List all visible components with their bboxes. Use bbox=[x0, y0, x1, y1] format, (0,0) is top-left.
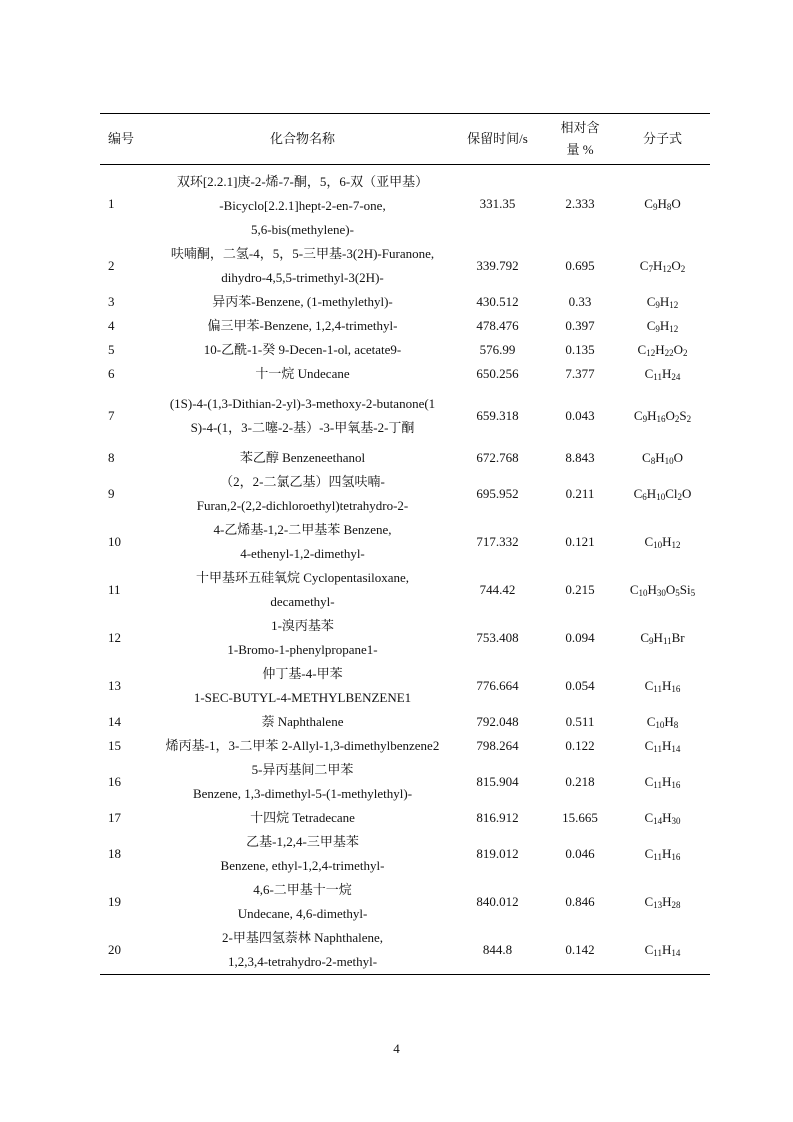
formula-subscript: 16 bbox=[656, 414, 666, 424]
relative-content: 0.054 bbox=[565, 678, 595, 693]
compound-name-line: 萘 Naphthalene bbox=[261, 714, 344, 729]
compound-name-line: 5,6-bis(methylene)- bbox=[251, 222, 354, 237]
formula-subscript: 11 bbox=[653, 948, 662, 958]
formula-subscript: 16 bbox=[671, 852, 681, 862]
header-relative-content bbox=[545, 114, 615, 165]
formula-element: H bbox=[647, 582, 657, 597]
retention-time: 717.332 bbox=[476, 534, 519, 549]
table-row bbox=[100, 878, 710, 926]
formula-element: C bbox=[644, 678, 654, 693]
formula-subscript: 14 bbox=[671, 948, 681, 958]
formula-subscript: 14 bbox=[671, 744, 681, 754]
row-number: 10 bbox=[108, 534, 121, 549]
retention-time: 844.8 bbox=[482, 942, 513, 957]
formula-subscript: 10 bbox=[655, 720, 665, 730]
formula-element: C bbox=[644, 534, 654, 549]
table-row bbox=[100, 926, 710, 975]
formula-element: H bbox=[659, 294, 670, 309]
retention-time: 650.256 bbox=[476, 366, 519, 381]
table-row bbox=[100, 386, 710, 446]
retention-time: 753.408 bbox=[476, 630, 519, 645]
table-row bbox=[100, 338, 710, 362]
molecular-formula bbox=[615, 566, 710, 614]
compound-name-line: -Bicyclo[2.2.1]hept-2-en-7-one, bbox=[219, 198, 386, 213]
formula-subscript: 6 bbox=[642, 492, 647, 502]
formula-element: C bbox=[646, 294, 656, 309]
formula-subscript: 9 bbox=[655, 300, 660, 310]
retention-time: 816.912 bbox=[476, 810, 519, 825]
formula-element: C bbox=[644, 894, 654, 909]
compound-name-line: decamethyl- bbox=[270, 594, 335, 609]
formula-subscript: 9 bbox=[642, 414, 648, 424]
molecular-formula bbox=[615, 362, 710, 386]
formula-element: C bbox=[642, 450, 651, 465]
formula-element: C bbox=[644, 774, 654, 789]
compound-name-line: 十甲基环五硅氧烷 Cyclopentasiloxane, bbox=[195, 570, 410, 585]
formula-element: C bbox=[639, 258, 649, 273]
formula-subscript: 2 bbox=[686, 414, 692, 424]
formula-element: H bbox=[657, 195, 667, 211]
compound-name bbox=[155, 710, 450, 734]
formula-element: C bbox=[644, 738, 654, 753]
row-number: 3 bbox=[108, 294, 115, 309]
formula-element: C bbox=[637, 342, 647, 357]
formula-subscript: 11 bbox=[653, 684, 662, 694]
formula-element: H bbox=[659, 318, 670, 333]
retention-time: 798.264 bbox=[476, 738, 519, 753]
formula-element: C bbox=[644, 195, 653, 211]
molecular-formula bbox=[615, 386, 710, 446]
relative-content: 0.043 bbox=[565, 408, 595, 423]
compound-name-line: Benzene, 1,3-dimethyl-5-(1-methylethyl)- bbox=[192, 786, 413, 801]
retention-time: 792.048 bbox=[476, 714, 519, 729]
formula-element: S bbox=[679, 408, 687, 423]
formula-subscript: 11 bbox=[653, 780, 662, 790]
formula-element: H bbox=[661, 846, 672, 861]
formula-element: H bbox=[652, 258, 663, 273]
row-number: 15 bbox=[108, 738, 121, 753]
formula-element: C bbox=[644, 942, 654, 957]
compound-name-line: S)-4-(1，3-二噻-2-基）-3-甲氧基-2-丁酮 bbox=[190, 420, 415, 435]
formula-subscript: 11 bbox=[662, 636, 672, 646]
row-number: 12 bbox=[108, 630, 121, 645]
molecular-formula bbox=[615, 242, 710, 290]
formula-subscript: 11 bbox=[653, 372, 662, 382]
formula-element: O bbox=[681, 486, 692, 501]
formula-subscript: 10 bbox=[664, 456, 674, 466]
header-molecular-formula: 分子式 bbox=[642, 131, 682, 146]
formula-subscript: 7 bbox=[648, 264, 653, 274]
formula-element: H bbox=[661, 678, 672, 693]
header-relative-content-line2: 量 % bbox=[566, 142, 594, 157]
compound-name bbox=[155, 878, 450, 926]
formula-subscript: 8 bbox=[650, 456, 656, 466]
formula-subscript: 16 bbox=[671, 684, 681, 694]
compound-name-line: 苯乙醇 Benzeneethanol bbox=[239, 450, 366, 465]
relative-content: 0.122 bbox=[565, 738, 595, 753]
formula-element: Cl bbox=[665, 486, 678, 501]
row-number: 17 bbox=[108, 810, 121, 825]
formula-subscript: 2 bbox=[682, 348, 688, 358]
formula-subscript: 5 bbox=[675, 588, 680, 598]
row-number: 5 bbox=[108, 342, 115, 357]
row-number: 2 bbox=[108, 258, 115, 273]
formula-element: H bbox=[661, 366, 672, 381]
table-row bbox=[100, 662, 710, 710]
compound-name-line: 十一烷 Undecane bbox=[255, 366, 350, 381]
table-row bbox=[100, 806, 710, 830]
formula-element: H bbox=[647, 408, 657, 423]
header-row bbox=[100, 114, 710, 165]
compound-name bbox=[155, 662, 450, 710]
formula-element: O bbox=[673, 342, 683, 357]
compound-name-line: 10-乙酰-1-癸 9-Decen-1-ol, acetate9- bbox=[203, 342, 402, 357]
compound-name bbox=[155, 362, 450, 386]
table-body bbox=[100, 165, 710, 975]
compound-name-line: 双环[2.2.1]庚-2-烯-7-酮，5，6-双（亚甲基） bbox=[176, 174, 429, 189]
molecular-formula bbox=[615, 806, 710, 830]
table-row bbox=[100, 614, 710, 662]
table-row bbox=[100, 165, 710, 243]
row-number: 14 bbox=[108, 714, 121, 729]
header-number: 编号 bbox=[108, 131, 135, 146]
molecular-formula bbox=[615, 518, 710, 566]
formula-element: O bbox=[673, 450, 683, 465]
formula-element: H bbox=[662, 810, 672, 825]
relative-content: 8.843 bbox=[565, 450, 595, 465]
formula-subscript: 12 bbox=[669, 300, 679, 310]
compound-name-line: 4,6-二甲基十一烷 bbox=[253, 882, 352, 897]
molecular-formula bbox=[615, 926, 710, 975]
formula-subscript: 12 bbox=[646, 348, 656, 358]
compound-name-line: Furan,2-(2,2-dichloroethyl)tetrahydro-2- bbox=[196, 498, 409, 513]
formula-element: H bbox=[661, 774, 672, 789]
compound-name bbox=[155, 518, 450, 566]
formula-element: O bbox=[671, 258, 681, 273]
formula-element: C bbox=[646, 714, 656, 729]
compound-name bbox=[155, 446, 450, 470]
relative-content: 0.397 bbox=[565, 318, 595, 333]
formula-element: H bbox=[662, 534, 672, 549]
row-number: 11 bbox=[108, 582, 121, 597]
molecular-formula bbox=[615, 290, 710, 314]
header-relative-content-line1: 相对含 bbox=[560, 120, 600, 135]
table-row bbox=[100, 314, 710, 338]
compound-name-line: 2-甲基四氢萘林 Naphthalene, bbox=[221, 930, 384, 945]
table-row bbox=[100, 470, 710, 518]
formula-subscript: 14 bbox=[653, 816, 663, 826]
compound-name bbox=[155, 470, 450, 518]
relative-content: 0.046 bbox=[565, 846, 595, 861]
molecular-formula bbox=[615, 662, 710, 710]
relative-content: 0.511 bbox=[565, 714, 595, 729]
molecular-formula bbox=[615, 758, 710, 806]
row-number: 4 bbox=[108, 318, 115, 333]
table-row bbox=[100, 710, 710, 734]
molecular-formula bbox=[615, 878, 710, 926]
row-number: 6 bbox=[108, 366, 115, 381]
formula-element: H bbox=[661, 738, 672, 753]
formula-subscript: 22 bbox=[664, 348, 674, 358]
header-compound-name: 化合物名称 bbox=[269, 131, 335, 146]
formula-element: H bbox=[655, 342, 665, 357]
retention-time: 815.904 bbox=[476, 774, 519, 789]
relative-content: 7.377 bbox=[565, 366, 595, 381]
table-row bbox=[100, 242, 710, 290]
molecular-formula bbox=[615, 734, 710, 758]
compound-table bbox=[100, 113, 710, 975]
molecular-formula bbox=[615, 165, 710, 243]
row-number: 8 bbox=[108, 450, 115, 465]
compound-name-line: dihydro-4,5,5-trimethyl-3(2H)- bbox=[221, 270, 384, 285]
row-number: 19 bbox=[108, 894, 121, 909]
molecular-formula bbox=[615, 338, 710, 362]
retention-time: 695.952 bbox=[476, 486, 519, 501]
compound-name bbox=[155, 758, 450, 806]
row-number: 1 bbox=[108, 195, 115, 211]
compound-name bbox=[155, 386, 450, 446]
relative-content: 0.135 bbox=[565, 342, 595, 357]
table-row bbox=[100, 758, 710, 806]
formula-element: C bbox=[644, 810, 654, 825]
page-number: 4 bbox=[393, 1041, 400, 1056]
formula-subscript: 11 bbox=[653, 744, 662, 754]
formula-subscript: 5 bbox=[690, 588, 696, 598]
formula-subscript: 9 bbox=[655, 324, 660, 334]
formula-element: Si bbox=[679, 582, 691, 597]
formula-element: H bbox=[664, 714, 674, 729]
formula-subscript: 30 bbox=[671, 816, 681, 826]
compound-name bbox=[155, 165, 450, 243]
formula-element: C bbox=[640, 630, 650, 645]
retention-time: 744.42 bbox=[479, 582, 516, 597]
formula-element: C bbox=[644, 846, 654, 861]
formula-element: H bbox=[655, 450, 665, 465]
molecular-formula bbox=[615, 314, 710, 338]
compound-name-line: 乙基-1,2,4-三甲基苯 bbox=[246, 834, 359, 849]
formula-element: H bbox=[646, 486, 657, 501]
formula-element: C bbox=[644, 366, 654, 381]
compound-name-line: 呋喃酮，二氢-4，5，5-三甲基-3(2H)-Furanone, bbox=[170, 246, 435, 261]
formula-subscript: 12 bbox=[669, 324, 679, 334]
compound-name-line: 十四烷 Tetradecane bbox=[250, 810, 355, 825]
table-row bbox=[100, 290, 710, 314]
formula-subscript: 10 bbox=[638, 588, 648, 598]
formula-element: O bbox=[665, 582, 676, 597]
relative-content: 0.211 bbox=[565, 486, 595, 501]
formula-subscript: 24 bbox=[671, 372, 681, 382]
retention-time: 776.664 bbox=[476, 678, 519, 693]
relative-content: 2.333 bbox=[565, 195, 595, 211]
compound-name-line: 4-ethenyl-1,2-dimethyl- bbox=[240, 546, 365, 561]
molecular-formula bbox=[615, 710, 710, 734]
compound-name-line: 偏三甲苯-Benzene, 1,2,4-trimethyl- bbox=[207, 318, 398, 333]
relative-content: 0.33 bbox=[568, 294, 592, 309]
compound-name bbox=[155, 290, 450, 314]
retention-time: 430.512 bbox=[476, 294, 519, 309]
table-row bbox=[100, 362, 710, 386]
molecular-formula bbox=[615, 446, 710, 470]
molecular-formula bbox=[615, 614, 710, 662]
formula-element: O bbox=[665, 408, 675, 423]
formula-element: Br bbox=[671, 630, 685, 645]
formula-element: C bbox=[646, 318, 656, 333]
formula-subscript: 9 bbox=[649, 636, 654, 646]
formula-subscript: 30 bbox=[656, 588, 666, 598]
formula-subscript: 11 bbox=[653, 852, 662, 862]
formula-element: H bbox=[653, 630, 663, 645]
relative-content: 0.142 bbox=[565, 942, 595, 957]
retention-time: 576.99 bbox=[479, 342, 516, 357]
table-row bbox=[100, 830, 710, 878]
retention-time: 478.476 bbox=[476, 318, 519, 333]
compound-name-line: 5-异丙基间二甲苯 bbox=[251, 762, 354, 777]
compound-name bbox=[155, 926, 450, 975]
compound-name-line: 异丙苯-Benzene, (1-methylethyl)- bbox=[212, 294, 393, 309]
relative-content: 0.846 bbox=[565, 894, 595, 909]
compound-name bbox=[155, 566, 450, 614]
compound-name-line: Benzene, ethyl-1,2,4-trimethyl- bbox=[220, 858, 385, 873]
molecular-formula bbox=[615, 470, 710, 518]
relative-content: 15.665 bbox=[562, 810, 598, 825]
compound-name-line: 4-乙烯基-1,2-二甲基苯 Benzene, bbox=[213, 522, 392, 537]
row-number: 16 bbox=[108, 774, 121, 789]
formula-subscript: 2 bbox=[680, 264, 686, 274]
relative-content: 0.121 bbox=[565, 534, 595, 549]
retention-time: 339.792 bbox=[476, 258, 519, 273]
retention-time: 659.318 bbox=[476, 408, 519, 423]
relative-content: 0.094 bbox=[565, 630, 595, 645]
compound-name-line: 1-Bromo-1-phenylpropane1- bbox=[227, 642, 378, 657]
formula-element: O bbox=[671, 195, 681, 211]
compound-name-line: 1-SEC-BUTYL-4-METHYLBENZENE1 bbox=[193, 690, 412, 705]
compound-name-line: 烯丙基-1，3-二甲苯 2-Allyl-1,3-dimethylbenzene2 bbox=[165, 738, 440, 753]
formula-element: H bbox=[661, 942, 672, 957]
compound-name bbox=[155, 338, 450, 362]
row-number: 7 bbox=[108, 408, 115, 423]
formula-element: C bbox=[633, 486, 643, 501]
compound-name bbox=[155, 242, 450, 290]
compound-name bbox=[155, 314, 450, 338]
compound-name bbox=[155, 806, 450, 830]
compound-name-line: (1S)-4-(1,3-Dithian-2-yl)-3-methoxy-2-butanone(1 bbox=[169, 396, 436, 411]
formula-subscript: 28 bbox=[671, 900, 681, 910]
formula-subscript: 10 bbox=[656, 492, 666, 502]
retention-time: 331.35 bbox=[479, 195, 516, 211]
formula-subscript: 8 bbox=[673, 720, 679, 730]
formula-subscript: 9 bbox=[652, 201, 658, 212]
formula-subscript: 12 bbox=[671, 540, 681, 550]
retention-time: 819.012 bbox=[476, 846, 519, 861]
molecular-formula bbox=[615, 830, 710, 878]
compound-name-line: Undecane, 4,6-dimethyl- bbox=[237, 906, 368, 921]
formula-subscript: 10 bbox=[653, 540, 663, 550]
table-row bbox=[100, 446, 710, 470]
table-row bbox=[100, 566, 710, 614]
formula-subscript: 8 bbox=[666, 201, 672, 212]
row-number: 13 bbox=[108, 678, 121, 693]
formula-subscript: 2 bbox=[677, 492, 682, 502]
formula-subscript: 13 bbox=[653, 900, 663, 910]
formula-subscript: 12 bbox=[662, 264, 672, 274]
row-number: 18 bbox=[108, 846, 121, 861]
formula-subscript: 16 bbox=[671, 780, 681, 790]
compound-name-line: 仲丁基-4-甲苯 bbox=[262, 666, 343, 681]
compound-name bbox=[155, 830, 450, 878]
row-number: 20 bbox=[108, 942, 121, 957]
formula-element: C bbox=[629, 582, 639, 597]
compound-name-line: （2，2-二氯乙基）四氢呋喃- bbox=[220, 474, 385, 489]
formula-subscript: 2 bbox=[674, 414, 680, 424]
relative-content: 0.218 bbox=[565, 774, 595, 789]
relative-content: 0.695 bbox=[565, 258, 595, 273]
formula-element: H bbox=[662, 894, 672, 909]
table-row bbox=[100, 518, 710, 566]
row-number: 9 bbox=[108, 486, 115, 501]
relative-content: 0.215 bbox=[565, 582, 595, 597]
table-row bbox=[100, 734, 710, 758]
table-header bbox=[100, 114, 710, 165]
retention-time: 840.012 bbox=[476, 894, 519, 909]
compound-name-line: 1,2,3,4-tetrahydro-2-methyl- bbox=[227, 954, 378, 969]
compound-name bbox=[155, 614, 450, 662]
compound-name bbox=[155, 734, 450, 758]
header-retention-time: 保留时间/s bbox=[467, 131, 528, 146]
compound-name-line: 1-溴丙基苯 bbox=[271, 618, 334, 633]
retention-time: 672.768 bbox=[476, 450, 519, 465]
formula-element: C bbox=[633, 408, 643, 423]
